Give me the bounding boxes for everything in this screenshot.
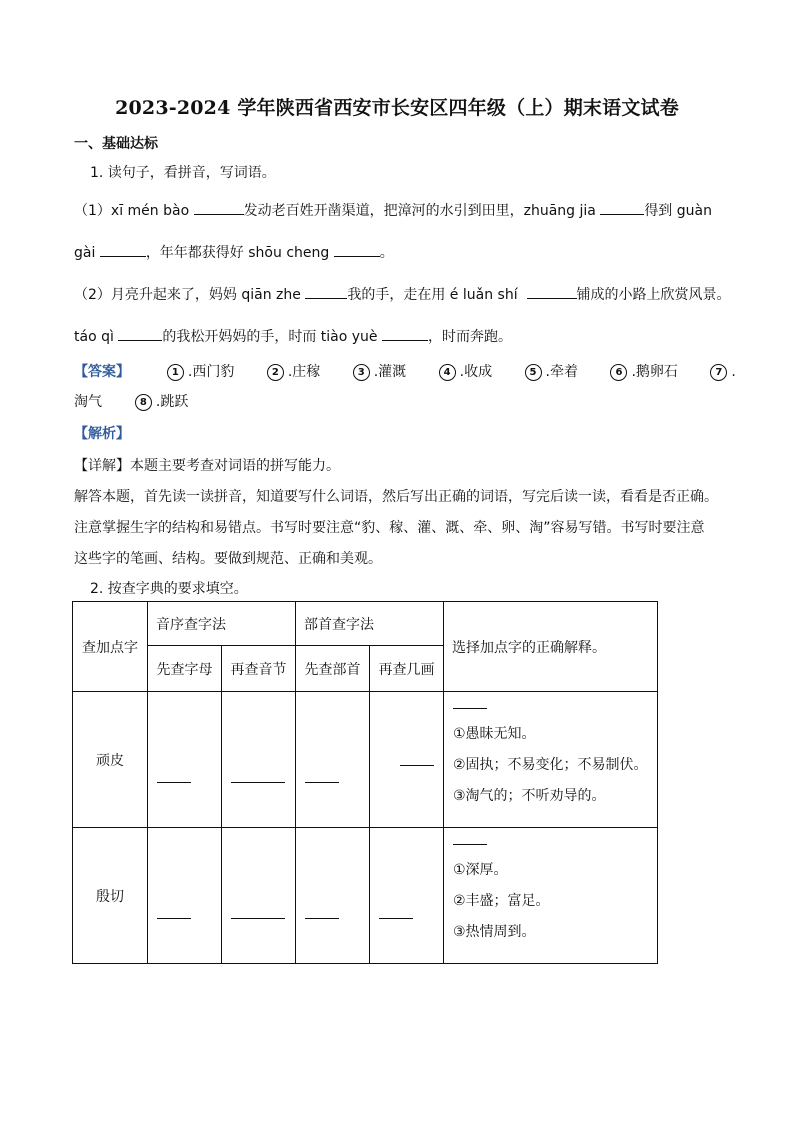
- table-row: [73, 692, 658, 828]
- question-1-prompt: 1. 读句子，看拼音，写词语。: [90, 165, 276, 181]
- options-cell: [444, 828, 658, 964]
- header-strokes: 再查几画: [370, 646, 444, 692]
- header-explanation: 选择加点字的正确解释。: [444, 602, 658, 692]
- pinyin-6: é luǎn shí: [449, 287, 518, 303]
- answer-blank[interactable]: [527, 284, 577, 299]
- table-row: [73, 828, 658, 964]
- answer-blank[interactable]: [453, 708, 487, 709]
- header-syllable: 再查音节: [222, 646, 296, 692]
- answer-blank[interactable]: [600, 200, 644, 215]
- answer-item: 1 .西门豹: [167, 361, 234, 381]
- answer-cell[interactable]: [222, 828, 296, 964]
- exam-title: 2023-2024 学年陕西省西安市长安区四年级（上）期末语文试卷: [115, 97, 679, 119]
- answer-blank[interactable]: [305, 284, 347, 299]
- q1-line-3: （2）月亮升起来了，妈妈 qiān zhe 我的手，走在用 é luǎn shí 铺成的小路上欣赏风景。: [74, 284, 731, 304]
- pinyin-3: guàn: [676, 203, 712, 219]
- q1-line-4: táo qì 的我松开妈妈的手，时而 tiào yuè ，时而奔跑。: [74, 326, 512, 346]
- answer-item: 7 .: [710, 364, 735, 381]
- option: ③淘气的；不听劝导的。: [453, 787, 606, 804]
- header-phonetic-method: 音序查字法: [148, 602, 296, 646]
- section-heading: 一、基础达标: [74, 136, 158, 152]
- explanation-p2: 注意掌握生字的结构和易错点。书写时要注意“豹、稼、灌、溉、牵、卵、淘”容易写错。书写时要注意: [74, 520, 705, 536]
- analysis-label: 【解析】: [74, 426, 130, 442]
- answer-cell[interactable]: [370, 828, 444, 964]
- option: ①深厚。: [453, 861, 508, 878]
- option: ②固执；不易变化；不易制伏。: [453, 756, 648, 773]
- option: ③热情周到。: [453, 923, 536, 940]
- answer-item: 8 .跳跃: [135, 391, 188, 411]
- pinyin-8: tiào yuè: [320, 329, 378, 345]
- header-radical: 先查部首: [296, 646, 370, 692]
- answer-cell[interactable]: [370, 692, 444, 828]
- pinyin-5: qiān zhe: [241, 287, 301, 303]
- pinyin-1: xī mén bào: [110, 203, 190, 219]
- option: ①愚昧无知。: [453, 725, 536, 742]
- answer-blank[interactable]: [194, 200, 244, 215]
- header-first-letter: 先查字母: [148, 646, 222, 692]
- answer-cell[interactable]: [296, 828, 370, 964]
- answer-item: 6 .鹅卵石: [610, 361, 677, 381]
- answer-label: 【答案】: [74, 364, 130, 380]
- answer-blank[interactable]: [382, 326, 428, 341]
- answer-cell[interactable]: [148, 828, 222, 964]
- answer-cell[interactable]: [222, 692, 296, 828]
- answer-blank[interactable]: [118, 326, 162, 341]
- detail-line: 【详解】本题主要考查对词语的拼写能力。: [74, 458, 340, 474]
- question-2-prompt: 2. 按查字典的要求填空。: [90, 581, 248, 597]
- answer-item: 2 .庄稼: [267, 361, 320, 381]
- word-cell: 顽皮: [73, 692, 148, 828]
- answer-cell[interactable]: [148, 692, 222, 828]
- answer-cell[interactable]: [296, 692, 370, 828]
- answer-item: 5 .牵着: [525, 361, 578, 381]
- pinyin-2: zhuāng jia: [523, 203, 596, 219]
- options-cell: [444, 692, 658, 828]
- answer-row-2: 淘气 8 .跳跃: [74, 391, 216, 411]
- answer-blank[interactable]: [334, 242, 380, 257]
- option: ②丰盛；富足。: [453, 892, 550, 909]
- header-radical-method: 部首查字法: [296, 602, 444, 646]
- explanation-p3: 这些字的笔画、结构。要做到规范、正确和美观。: [74, 551, 382, 567]
- answer-blank[interactable]: [453, 844, 487, 845]
- answer-row-1: [74, 361, 736, 381]
- answer-blank[interactable]: [100, 242, 146, 257]
- q1-line-1: （1）xī mén bào 发动老百姓开凿渠道，把漳河的水引到田里，zhuāng jia 得到 guàn: [74, 200, 712, 220]
- dictionary-table: [72, 601, 658, 964]
- answer-item: 3 .灌溉: [353, 361, 406, 381]
- word-cell: 殷切: [73, 828, 148, 964]
- q1-line-2: gài ，年年都获得好 shōu cheng 。: [74, 242, 394, 262]
- pinyin-7: táo qì: [74, 329, 114, 345]
- pinyin-3b: gài: [74, 245, 96, 261]
- pinyin-4: shōu cheng: [248, 245, 330, 261]
- header-word: 查加点字: [73, 602, 148, 692]
- answer-item: 4 .收成: [439, 361, 492, 381]
- explanation-p1: 解答本题，首先读一读拼音，知道要写什么词语，然后写出正确的词语，写完后读一读，看看是否正确。: [74, 489, 718, 505]
